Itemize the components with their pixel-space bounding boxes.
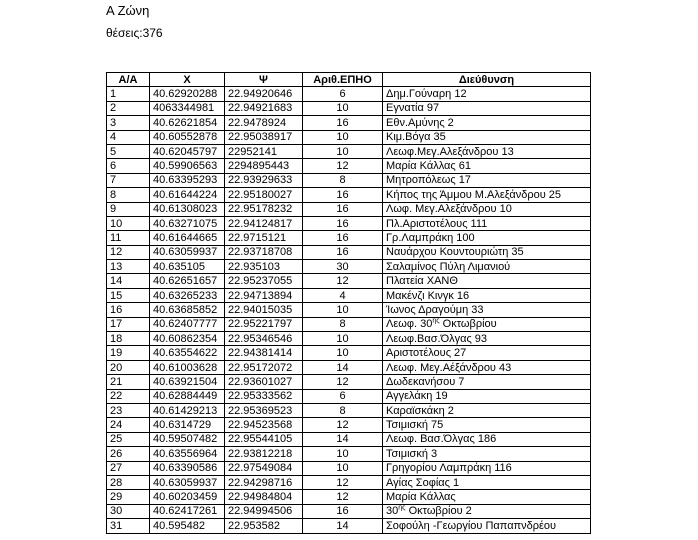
y-coordinate: 22.94124817: [225, 216, 303, 230]
address-cell: Λεωφ. $30^{\eta\varsigma}$ Οκτωβρίου: [383, 317, 591, 331]
table-row: [107, 447, 591, 461]
count-cell: 4: [303, 288, 383, 302]
table-row: [107, 260, 591, 274]
table-row: [107, 403, 591, 417]
count-cell: 16: [303, 202, 383, 216]
row-number: 25: [107, 432, 150, 446]
table-row: [107, 159, 591, 173]
table-row: [107, 202, 591, 216]
table-row: [107, 504, 591, 518]
address-cell: Τσιμισκή 75: [383, 418, 591, 432]
x-coordinate: 40.63271075: [150, 216, 225, 230]
row-number: 19: [107, 346, 150, 360]
y-coordinate: 22.95221797: [225, 317, 303, 331]
header-aa: Α/Α: [107, 73, 150, 87]
row-number: 4: [107, 130, 150, 144]
address-cell: Λεωφ.Βασ.Όλγας 93: [383, 332, 591, 346]
x-coordinate: 40.62621854: [150, 116, 225, 130]
x-coordinate: 4063344981: [150, 101, 225, 115]
x-coordinate: 40.595482: [150, 519, 225, 533]
y-coordinate: 22.94015035: [225, 303, 303, 317]
y-coordinate: 22.95369523: [225, 403, 303, 417]
table-row: [107, 216, 591, 230]
address-cell: Λεωφ.Μεγ.Αλεξάνδρου 13: [383, 144, 591, 158]
address-cell: Τσιμισκή 3: [383, 447, 591, 461]
count-cell: 10: [303, 101, 383, 115]
table-row: [107, 144, 591, 158]
count-cell: 12: [303, 274, 383, 288]
table-row: [107, 360, 591, 374]
y-coordinate: 22.94381414: [225, 346, 303, 360]
address-cell: Πλατεία ΧΑΝΘ: [383, 274, 591, 288]
x-coordinate: 40.60203459: [150, 490, 225, 504]
count-cell: 6: [303, 87, 383, 101]
address-cell: Κιμ.Βόγα 35: [383, 130, 591, 144]
count-cell: 6: [303, 389, 383, 403]
header-y: Ψ: [225, 73, 303, 87]
y-coordinate: 22.94984804: [225, 490, 303, 504]
row-number: 26: [107, 447, 150, 461]
count-cell: 10: [303, 346, 383, 360]
row-number: 22: [107, 389, 150, 403]
count-cell: 14: [303, 519, 383, 533]
row-number: 15: [107, 288, 150, 302]
x-coordinate: 40.61308023: [150, 202, 225, 216]
row-number: 13: [107, 260, 150, 274]
y-coordinate: 22.94298716: [225, 475, 303, 489]
x-coordinate: 40.61429213: [150, 403, 225, 417]
row-number: 16: [107, 303, 150, 317]
address-cell: $30^{\eta\varsigma}$ Οκτωβρίου 2: [383, 504, 591, 518]
y-coordinate: 22.94921683: [225, 101, 303, 115]
x-coordinate: 40.60862354: [150, 332, 225, 346]
address-cell: Εθν.Αμύνης 2: [383, 116, 591, 130]
table-row: [107, 519, 591, 533]
x-coordinate: 40.60552878: [150, 130, 225, 144]
y-coordinate: 22.95237055: [225, 274, 303, 288]
table-row: [107, 274, 591, 288]
address-cell: Γρ.Λαμπράκη 100: [383, 231, 591, 245]
y-coordinate: 22.95333562: [225, 389, 303, 403]
x-coordinate: 40.61003628: [150, 360, 225, 374]
y-coordinate: 22.93601027: [225, 375, 303, 389]
row-number: 30: [107, 504, 150, 518]
table-row: [107, 173, 591, 187]
x-coordinate: 40.62407777: [150, 317, 225, 331]
table-row: [107, 101, 591, 115]
address-cell: Ναυάρχου Κουντουριώτη 35: [383, 245, 591, 259]
count-cell: 16: [303, 216, 383, 230]
address-cell: Ίωνος Δραγούμη 33: [383, 303, 591, 317]
table-row: [107, 288, 591, 302]
x-coordinate: 40.62651657: [150, 274, 225, 288]
x-coordinate: 40.63265233: [150, 288, 225, 302]
row-number: 6: [107, 159, 150, 173]
table-row: [107, 245, 591, 259]
count-cell: 10: [303, 447, 383, 461]
x-coordinate: 40.62884449: [150, 389, 225, 403]
table-row: [107, 432, 591, 446]
address-cell: Λωφ. Μεγ.Αλεξάνδρου 10: [383, 202, 591, 216]
count-cell: 30: [303, 260, 383, 274]
count-cell: 10: [303, 144, 383, 158]
table-row: [107, 303, 591, 317]
y-coordinate: 22.935103: [225, 260, 303, 274]
row-number: 10: [107, 216, 150, 230]
x-coordinate: 40.59906563: [150, 159, 225, 173]
count-cell: 10: [303, 461, 383, 475]
x-coordinate: 40.62920288: [150, 87, 225, 101]
table-row: [107, 475, 591, 489]
table-row: [107, 231, 591, 245]
row-number: 12: [107, 245, 150, 259]
table-row: [107, 317, 591, 331]
address-cell: Δωδεκανήσου 7: [383, 375, 591, 389]
row-number: 1: [107, 87, 150, 101]
x-coordinate: 40.63921504: [150, 375, 225, 389]
header-address: Διεύθυνση: [383, 73, 591, 87]
y-coordinate: 22952141: [225, 144, 303, 158]
count-cell: 16: [303, 245, 383, 259]
table-row: [107, 418, 591, 432]
count-cell: 8: [303, 317, 383, 331]
header-count: Αριθ.ΕΠΗΟ: [303, 73, 383, 87]
address-cell: Πλ.Αριστοτέλους 111: [383, 216, 591, 230]
count-cell: 10: [303, 130, 383, 144]
y-coordinate: 22.93929633: [225, 173, 303, 187]
row-number: 2: [107, 101, 150, 115]
row-number: 21: [107, 375, 150, 389]
row-number: 17: [107, 317, 150, 331]
x-coordinate: 40.59507482: [150, 432, 225, 446]
count-cell: 14: [303, 360, 383, 374]
row-number: 3: [107, 116, 150, 130]
seats-count: θέσεις:376: [106, 26, 163, 40]
address-cell: Αγίας Σοφίας 1: [383, 475, 591, 489]
x-coordinate: 40.61644665: [150, 231, 225, 245]
x-coordinate: 40.63685852: [150, 303, 225, 317]
x-coordinate: 40.635105: [150, 260, 225, 274]
table-header-row: [107, 73, 591, 87]
address-cell: Καραϊσκάκη 2: [383, 403, 591, 417]
y-coordinate: 22.953582: [225, 519, 303, 533]
count-cell: 10: [303, 303, 383, 317]
y-coordinate: 22.95172072: [225, 360, 303, 374]
address-cell: Λεωφ. Βασ.Όλγας 186: [383, 432, 591, 446]
y-coordinate: 2294895443: [225, 159, 303, 173]
count-cell: 12: [303, 490, 383, 504]
count-cell: 12: [303, 159, 383, 173]
row-number: 23: [107, 403, 150, 417]
row-number: 18: [107, 332, 150, 346]
address-cell: Δημ.Γούναρη 12: [383, 87, 591, 101]
count-cell: 12: [303, 375, 383, 389]
row-number: 7: [107, 173, 150, 187]
count-cell: 16: [303, 188, 383, 202]
row-number: 28: [107, 475, 150, 489]
count-cell: 14: [303, 432, 383, 446]
row-number: 31: [107, 519, 150, 533]
row-number: 8: [107, 188, 150, 202]
y-coordinate: 22.93718708: [225, 245, 303, 259]
address-cell: Μαρία Κάλλας 61: [383, 159, 591, 173]
count-cell: 16: [303, 504, 383, 518]
y-coordinate: 22.97549084: [225, 461, 303, 475]
y-coordinate: 22.9715121: [225, 231, 303, 245]
table-row: [107, 188, 591, 202]
table-row: [107, 389, 591, 403]
address-cell: Μαρία Κάλλας: [383, 490, 591, 504]
x-coordinate: 40.62045797: [150, 144, 225, 158]
x-coordinate: 40.63059937: [150, 475, 225, 489]
x-coordinate: 40.63390586: [150, 461, 225, 475]
table-row: [107, 116, 591, 130]
row-number: 14: [107, 274, 150, 288]
count-cell: 12: [303, 475, 383, 489]
table-row: [107, 130, 591, 144]
row-number: 5: [107, 144, 150, 158]
y-coordinate: 22.93812218: [225, 447, 303, 461]
count-cell: 12: [303, 418, 383, 432]
address-cell: Σαλαμίνος Πύλη Λιμανιού: [383, 260, 591, 274]
x-coordinate: 40.63556964: [150, 447, 225, 461]
stations-table: [106, 72, 591, 534]
count-cell: 16: [303, 116, 383, 130]
address-cell: Εγνατία 97: [383, 101, 591, 115]
x-coordinate: 40.6314729: [150, 418, 225, 432]
y-coordinate: 22.94523568: [225, 418, 303, 432]
y-coordinate: 22.95544105: [225, 432, 303, 446]
row-number: 29: [107, 490, 150, 504]
x-coordinate: 40.63059937: [150, 245, 225, 259]
row-number: 24: [107, 418, 150, 432]
x-coordinate: 40.61644224: [150, 188, 225, 202]
address-cell: Αριστοτέλους 27: [383, 346, 591, 360]
x-coordinate: 40.62417261: [150, 504, 225, 518]
zone-title: Α Ζώνη: [106, 3, 150, 18]
header-x: Χ: [150, 73, 225, 87]
y-coordinate: 22.95178232: [225, 202, 303, 216]
row-number: 20: [107, 360, 150, 374]
address-cell: Μητροπόλεως 17: [383, 173, 591, 187]
y-coordinate: 22.94994506: [225, 504, 303, 518]
address-cell: Αγγελάκη 19: [383, 389, 591, 403]
count-cell: 8: [303, 173, 383, 187]
table-row: [107, 332, 591, 346]
address-cell: Κήπος της Άμμου Μ.Αλεξάνδρου 25: [383, 188, 591, 202]
count-cell: 8: [303, 403, 383, 417]
row-number: 27: [107, 461, 150, 475]
y-coordinate: 22.95346546: [225, 332, 303, 346]
y-coordinate: 22.94920646: [225, 87, 303, 101]
row-number: 11: [107, 231, 150, 245]
y-coordinate: 22.9478924: [225, 116, 303, 130]
table-row: [107, 461, 591, 475]
y-coordinate: 22.95180027: [225, 188, 303, 202]
count-cell: 16: [303, 231, 383, 245]
x-coordinate: 40.63554622: [150, 346, 225, 360]
address-cell: Μακένζι Κινγκ 16: [383, 288, 591, 302]
table-row: [107, 375, 591, 389]
address-cell: Σοφούλη -Γεωργίου Παπαπνδρέου: [383, 519, 591, 533]
y-coordinate: 22.95038917: [225, 130, 303, 144]
table-row: [107, 346, 591, 360]
y-coordinate: 22.94713894: [225, 288, 303, 302]
x-coordinate: 40.63395293: [150, 173, 225, 187]
address-cell: Λεωφ. Μεγ.Αέξάνδρου 43: [383, 360, 591, 374]
table-body: [107, 87, 591, 533]
table-row: [107, 490, 591, 504]
row-number: 9: [107, 202, 150, 216]
count-cell: 10: [303, 332, 383, 346]
address-cell: Γρηγορίου Λαμπράκη 116: [383, 461, 591, 475]
table-row: [107, 87, 591, 101]
